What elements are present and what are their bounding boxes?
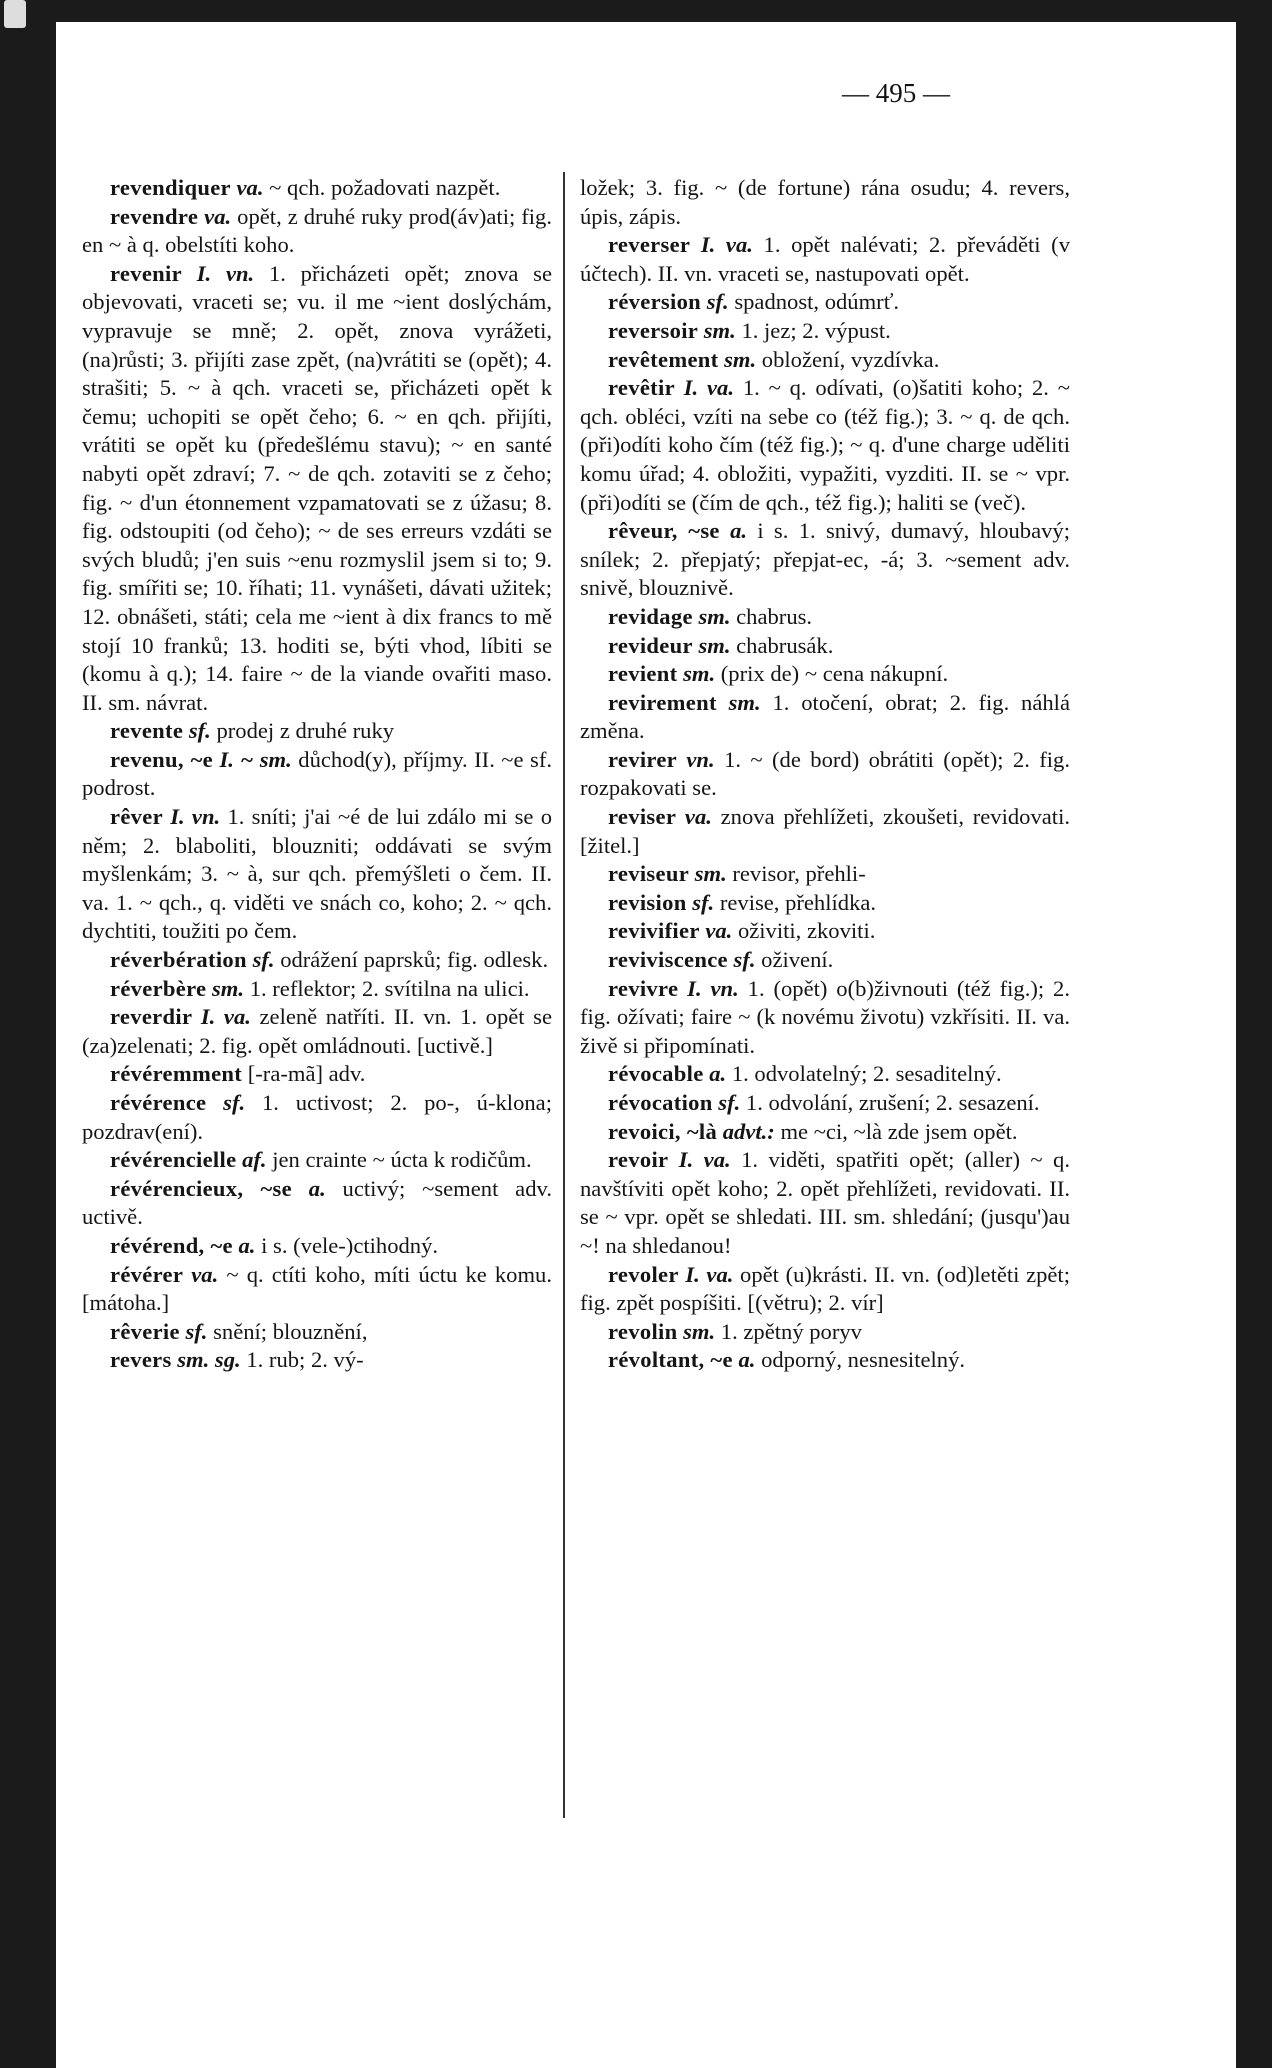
entry-grammar-label: I. va.	[685, 1261, 734, 1287]
entry-grammar-label: a.	[709, 1061, 727, 1087]
dictionary-entry	[82, 1318, 552, 1347]
entry-grammar-label: sf.	[706, 289, 729, 315]
entry-grammar-label: I. va.	[700, 232, 753, 258]
dictionary-entry	[82, 1060, 552, 1089]
entry-definition: 1. sníti; j'ai ~é de lui zdálo mi se o něm; 2. blaboliti, blouzniti; oddávati se svým myšlenkám; 3. ~ à, sur qch. přemýšleti o čem. II. va. 1. ~ qch., q. viděti ve snách co, koho; 2. ~ qch. dychtiti, toužiti po čem.	[82, 804, 552, 944]
dictionary-entry	[82, 717, 552, 746]
entry-definition: důchod(y), příjmy. II. ~e sf. podrost.	[82, 746, 552, 801]
entry-headword: revêtir	[608, 375, 675, 401]
dictionary-entry	[580, 374, 1070, 517]
dictionary-entry	[580, 746, 1070, 803]
entry-headword: revers	[110, 1347, 172, 1373]
dictionary-entry	[580, 1060, 1070, 1089]
entry-grammar-label: sf.	[718, 1090, 741, 1115]
dictionary-entry	[580, 632, 1070, 661]
dictionary-entry	[82, 1003, 552, 1060]
dictionary-entry	[580, 603, 1070, 632]
entry-headword: revivifier	[608, 918, 700, 944]
entry-headword: révéremment	[110, 1061, 243, 1087]
dictionary-entry	[580, 174, 1070, 231]
entry-headword: revirer	[608, 746, 677, 772]
entry-definition: 1. viděti, spatřiti opět; (aller) ~ q. navštíviti opět koho; 2. opět přehlížeti, revidovati. II. se ~ vpr. opět se shledati. III. sm. shledání; (jusqu')au ~! na shledanou!	[580, 1147, 1070, 1258]
entry-grammar-label: sf.	[733, 947, 756, 973]
entry-definition: i s. 1. snivý, dumavý, hloubavý; snílek; 2. přepjatý; přepjat-ec, -á; 3. ~sement adv. snivě, blouznivě.	[580, 518, 1070, 601]
entry-grammar-label: sm.	[724, 346, 757, 372]
entry-headword: reverdir	[110, 1004, 193, 1030]
entry-grammar-label: I. vn.	[196, 260, 255, 286]
entry-definition: oživení.	[761, 947, 834, 973]
entry-grammar-label: sm.	[698, 632, 731, 658]
entry-definition: 1. otočení, obrat; 2. fig. náhlá změna.	[580, 689, 1070, 744]
entry-definition: opět, z druhé ruky prod(áv)ati; fig. en ~ à q. obelstíti koho.	[82, 203, 553, 258]
dictionary-entry	[82, 1346, 552, 1375]
dictionary-entry	[580, 517, 1070, 603]
entry-definition: spadnost, odúmrť.	[734, 289, 899, 315]
entry-grammar-label: I. vn.	[170, 804, 221, 830]
entry-definition: 1. rub; 2. vý-	[246, 1347, 364, 1373]
entry-definition: obložení, vyzdívka.	[761, 346, 940, 372]
entry-headword: révérence	[110, 1090, 207, 1115]
entry-headword: reversoir	[608, 317, 699, 343]
dictionary-entry	[580, 803, 1070, 860]
entry-definition: 1. odvolání, zrušení; 2. sesazení.	[745, 1090, 1040, 1115]
dictionary-entry	[580, 975, 1070, 1061]
entry-definition: chabrus.	[736, 603, 813, 629]
entry-definition: 1. ~ (de bord) obrátiti (opět); 2. fig. rozpakovati se.	[580, 746, 1070, 801]
entry-grammar-label: sm.	[694, 861, 727, 887]
entry-headword: revivre	[608, 975, 679, 1001]
left-column	[82, 174, 552, 1375]
entry-grammar-label: af.	[242, 1147, 267, 1173]
entry-headword: révocation	[608, 1090, 713, 1115]
dictionary-entry	[82, 1146, 552, 1175]
entry-headword: révérencieux, ~se	[110, 1175, 292, 1201]
entry-grammar-label: sm.	[703, 317, 736, 343]
edge-mark	[4, 0, 26, 28]
entry-headword: reviseur	[608, 861, 690, 887]
entry-grammar-label: sm.	[683, 1318, 716, 1344]
entry-definition: 1. opět nalévati; 2. převáděti (v účtech). II. vn. vraceti se, nastupovati opět.	[580, 232, 1070, 286]
entry-headword: revendre	[110, 203, 199, 229]
entry-grammar-label: a.	[730, 518, 748, 544]
dictionary-entry	[580, 889, 1070, 918]
entry-definition: ~ qch. požadovati nazpět.	[269, 175, 501, 200]
entry-headword: réverbère	[110, 975, 207, 1001]
entry-headword: révocable	[608, 1061, 704, 1087]
dictionary-entry	[82, 946, 552, 975]
entry-headword: revente	[110, 718, 184, 744]
entry-headword: réversion	[608, 289, 702, 315]
entry-definition: znova přehlížeti, zkoušeti, revidovati. [žitel.]	[580, 804, 1070, 858]
entry-grammar-label: I. vn.	[687, 975, 739, 1001]
entry-grammar-label: sf.	[188, 718, 211, 744]
entry-headword: révérencielle	[110, 1147, 237, 1173]
dictionary-entry	[580, 946, 1070, 975]
entry-headword: revient	[608, 661, 678, 687]
entry-grammar-label: va.	[705, 918, 733, 944]
dictionary-entry	[82, 174, 552, 203]
entry-definition: 1. (opět) o(b)živnouti (též fig.); 2. fig. ožívati; faire ~ (k novému životu) vzkřísiti. II. va. živě si připomínati.	[580, 975, 1070, 1058]
dictionary-entry	[580, 660, 1070, 689]
entry-grammar-label: sm. sg.	[177, 1347, 241, 1373]
dictionary-entry	[82, 1089, 552, 1146]
entry-headword: revenu, ~e	[110, 746, 214, 772]
entry-headword: rêveur, ~se	[608, 518, 720, 544]
entry-grammar-label: a.	[238, 1232, 256, 1258]
dictionary-entry	[82, 1232, 552, 1261]
entry-headword: revêtement	[608, 346, 719, 372]
entry-grammar-label: I. va.	[678, 1147, 731, 1173]
entry-grammar-label: I. va.	[200, 1004, 251, 1030]
dictionary-entry	[82, 975, 552, 1004]
entry-headword: rêverie	[110, 1318, 180, 1344]
entry-definition: prodej z druhé ruky	[216, 718, 395, 744]
dictionary-entry	[580, 860, 1070, 889]
entry-definition: odrážení paprsků; fig. odlesk.	[280, 947, 549, 973]
entry-definition: opět (u)krásti. II. vn. (od)letěti zpět; fig. zpět pospíšiti. [(větru); 2. vír]	[580, 1261, 1070, 1316]
dictionary-entry	[580, 1346, 1070, 1375]
entry-definition: [-ra-mã] adv.	[247, 1061, 366, 1087]
entry-headword: revision	[608, 889, 687, 915]
entry-grammar-label: sm.	[698, 603, 731, 629]
entry-headword: revidage	[608, 603, 693, 629]
entry-grammar-label: sf.	[223, 1090, 246, 1115]
dictionary-entry	[580, 1146, 1070, 1260]
entry-grammar-label: sm.	[212, 975, 245, 1001]
entry-definition: 1. odvolatelný; 2. sesaditelný.	[731, 1061, 1002, 1087]
entry-definition: revise, přehlídka.	[719, 889, 877, 915]
entry-headword: revenir	[110, 260, 182, 286]
entry-headword: revideur	[608, 632, 693, 658]
dictionary-entry	[580, 346, 1070, 375]
entry-definition: 1. uctivost; 2. po-, ú-klona; pozdrav(ení).	[82, 1090, 552, 1144]
dictionary-entry	[82, 1261, 552, 1318]
entry-definition: 1. ~ q. odívati, (o)šatiti koho; 2. ~ qch. obléci, vzíti na sebe co (též fig.); 3. ~ q. de qch. (při)odíti koho čím (též fig.); ~ q. d'une charge uděliti komu úřad; 4. obložiti, vypažiti, vyzditi. II. se ~ vpr. (při)odíti se (čím de qch., též fig.); haliti se (več).	[580, 375, 1070, 515]
entry-definition: 1. přicházeti opět; znova se objevovati, vraceti se; vu. il me ~ient doslýchám, vypravuje se mně; 2. opět, znova vyrážeti, (na)růsti; 3. přijíti zase zpět, (na)vrátiti se (opět); 4. strašiti; 5. ~ à qch. vraceti se, přicházeti opět k čemu; uchopiti se opět čeho; 6. ~ en qch. přijíti, vrátiti se opět ku (předešlému stavu); ~ en santé nabyti opět zdraví; 7. ~ de qch. zotaviti se z čeho; fig. ~ d'un étonnement vzpamatovati se z úžasu; 8. fig. odstoupiti (od čeho); ~ de ses erreurs vzdáti se svých bludů; j'en suis ~enu rozmyslil jsem si to; 9. fig. smířiti se; 10. říhati; 11. vynášeti, dávati užitek; 12. obnášeti, státi; cela me ~ient à dix francs to mě stojí 10 franků; 13. hoditi se, býti vhod, líbiti se (komu à q.); 14. faire ~ de la viande ovařiti maso. II. sm. návrat.	[82, 260, 552, 715]
entry-definition: odporný, nesnesitelný.	[761, 1347, 966, 1373]
entry-grammar-label: vn.	[686, 746, 715, 772]
entry-headword: revirement	[608, 689, 717, 715]
entry-headword: revoici, ~là	[608, 1118, 718, 1144]
entry-definition: revisor, přehli-	[732, 861, 866, 887]
entry-definition: i s. (vele-)ctihodný.	[261, 1232, 439, 1258]
column-divider	[563, 172, 565, 1818]
entry-headword: reviviscence	[608, 947, 728, 973]
entry-grammar-label: advt.:	[722, 1118, 775, 1144]
entry-definition: 1. reflektor; 2. svítilna na ulici.	[249, 975, 530, 1001]
entry-definition: ložek; 3. fig. ~ (de fortune) rána osudu; 4. revers, úpis, zápis.	[580, 175, 1070, 229]
entry-grammar-label: va.	[204, 203, 232, 229]
entry-definition: oživiti, zkoviti.	[737, 918, 876, 944]
dictionary-entry	[580, 1089, 1070, 1118]
entry-definition: chabrusák.	[736, 632, 834, 658]
dictionary-entry	[580, 1318, 1070, 1347]
dictionary-entry	[82, 203, 552, 260]
entry-definition: me ~ci, ~là zde jsem opět.	[780, 1118, 1018, 1144]
entry-headword: rêver	[110, 804, 163, 830]
entry-grammar-label: sm.	[728, 689, 761, 715]
entry-headword: réverbération	[110, 947, 247, 973]
entry-headword: révérer	[110, 1261, 184, 1287]
entry-definition: uctivý; ~sement adv. uctivě.	[82, 1175, 552, 1230]
entry-grammar-label: a.	[738, 1347, 756, 1373]
entry-grammar-label: I. va.	[683, 375, 734, 401]
dictionary-entry	[580, 231, 1070, 288]
dictionary-entry	[580, 689, 1070, 746]
dictionary-page	[56, 22, 1236, 2068]
entry-headword: reverser	[608, 232, 691, 258]
dictionary-entry	[82, 746, 552, 803]
entry-grammar-label: a.	[308, 1175, 326, 1201]
dictionary-entry	[580, 317, 1070, 346]
dictionary-entry	[580, 1261, 1070, 1318]
entry-headword: revendiquer	[110, 175, 231, 200]
entry-grammar-label: va.	[236, 175, 264, 200]
entry-definition: jen crainte ~ úcta k rodičům.	[272, 1147, 532, 1173]
entry-headword: révoltant, ~e	[608, 1347, 733, 1373]
entry-definition: snění; blouznění,	[213, 1318, 368, 1344]
dictionary-entry	[82, 803, 552, 946]
page-number: — 495 —	[842, 78, 950, 108]
dictionary-entry	[580, 917, 1070, 946]
entry-grammar-label: sf.	[252, 947, 275, 973]
entry-definition: ~ q. ctíti koho, míti úctu ke komu. [mátoha.]	[82, 1261, 552, 1316]
entry-definition: 1. jez; 2. výpust.	[741, 317, 891, 343]
dictionary-entry	[580, 288, 1070, 317]
entry-grammar-label: sf.	[692, 889, 715, 915]
entry-grammar-label: sf.	[185, 1318, 208, 1344]
entry-definition: 1. zpětný poryv	[720, 1318, 862, 1344]
entry-headword: revolin	[608, 1318, 678, 1344]
entry-definition: (prix de) ~ cena nákupní.	[720, 661, 949, 687]
entry-headword: revoir	[608, 1147, 669, 1173]
entry-grammar-label: va.	[684, 804, 712, 830]
entry-grammar-label: va.	[191, 1261, 219, 1287]
entry-headword: revoler	[608, 1261, 679, 1287]
right-column	[580, 174, 1070, 1375]
dictionary-entry	[82, 260, 552, 718]
entry-grammar-label: sm.	[683, 661, 716, 687]
dictionary-entry	[580, 1118, 1070, 1147]
entry-headword: révérend, ~e	[110, 1232, 233, 1258]
entry-grammar-label: I. ~ sm.	[219, 746, 292, 772]
dictionary-entry	[82, 1175, 552, 1232]
entry-headword: reviser	[608, 804, 677, 830]
entry-definition: zeleně natříti. II. vn. 1. opět se (za)zelenati; 2. fig. opět omládnouti. [uctivě.]	[82, 1004, 552, 1058]
